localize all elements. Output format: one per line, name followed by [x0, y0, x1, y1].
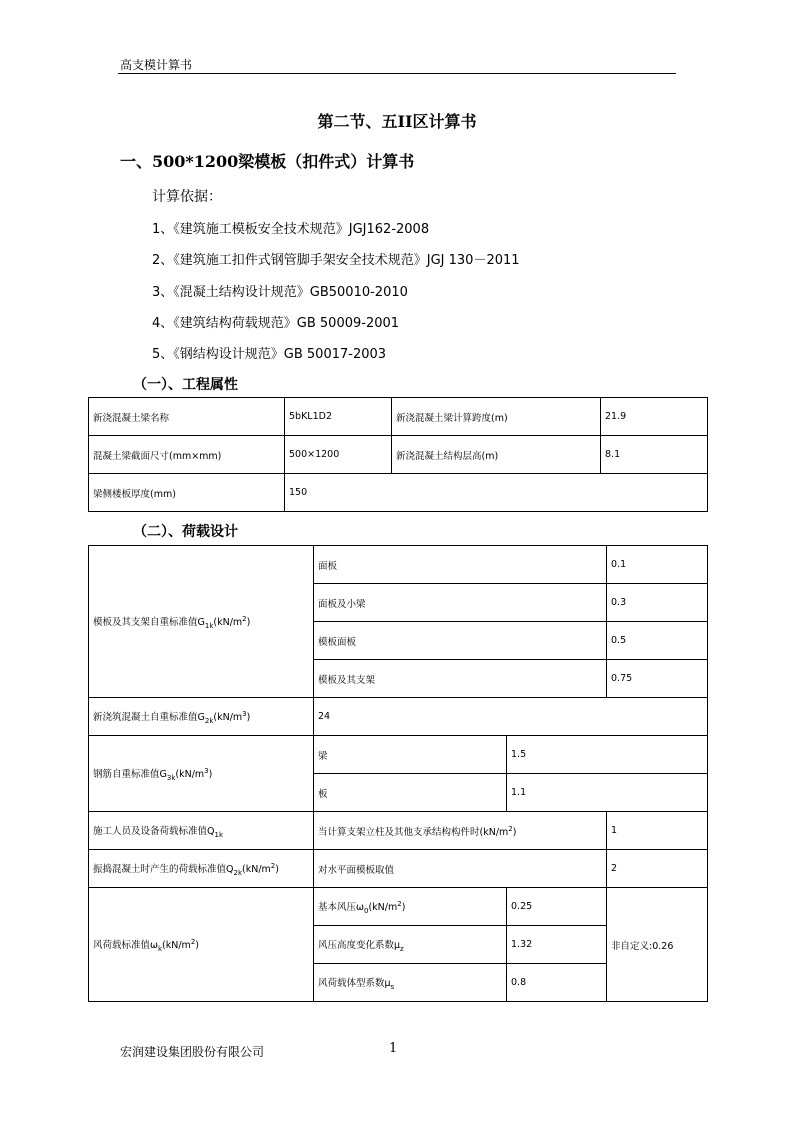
- table-row: [89, 736, 708, 774]
- g1-label-cell: 模板及其支架自重标准值$G_{1k}(kN/m^2)$: [89, 546, 314, 698]
- g2-label-cell: 新浇筑混凝土自重标准值$G_{2k}(kN/m^3)$: [89, 698, 314, 736]
- table-cell: 混凝土梁截面尺寸(mm×mm): [89, 436, 285, 474]
- table-row: [89, 812, 708, 850]
- page-header-title: 高支模计算书: [120, 58, 193, 72]
- table-cell: 1: [607, 812, 708, 850]
- table-row: [89, 546, 708, 584]
- project-attributes-table: [88, 397, 708, 512]
- sub-title: 一、500*1200梁模板（扣件式）计算书: [120, 152, 415, 171]
- basis-item: 4、《建筑结构荷载规范》GB 50009-2001: [152, 316, 400, 331]
- table-cell: 0.5: [607, 622, 708, 660]
- table-cell: 新浇混凝土梁名称: [89, 398, 285, 436]
- table-cell: 1.5: [507, 736, 708, 774]
- page-number: 1: [389, 1041, 398, 1056]
- table-cell: 新浇混凝土结构层高(m): [392, 436, 601, 474]
- basis-item: 1、《建筑施工模板安全技术规范》JGJ162-2008: [152, 222, 430, 237]
- basis-item: 2、《建筑施工扣件式钢管脚手架安全技术规范》JGJ 130－2011: [152, 253, 520, 268]
- table-cell: 0.3: [607, 584, 708, 622]
- table-cell: 5bKL1D2: [285, 398, 392, 436]
- table-cell: 8.1: [601, 436, 708, 474]
- table-cell: 面板: [314, 546, 607, 584]
- table-row: [89, 474, 708, 512]
- section-title: 第二节、五II区计算书: [317, 112, 477, 131]
- table-cell: 500×1200: [285, 436, 392, 474]
- section2-heading: （二）、荷载设计: [133, 524, 238, 540]
- wind-label-cell: 风荷载标准值$\omega_k(kN/m^2)$: [89, 888, 314, 1002]
- table-cell: 新浇混凝土梁计算跨度(m): [392, 398, 601, 436]
- table-cell: 1.1: [507, 774, 708, 812]
- header-rule: [118, 73, 676, 74]
- q1-label-cell: 施工人员及设备荷载标准值$Q_{1k}$: [89, 812, 314, 850]
- table-cell: 0.25: [507, 888, 607, 926]
- table-cell: 0.1: [607, 546, 708, 584]
- table-cell: 150: [285, 474, 708, 512]
- wind-custom-cell: 非自定义:0.26: [607, 888, 708, 1002]
- table-cell: 1.32: [507, 926, 607, 964]
- table-row: [89, 850, 708, 888]
- q1-desc-cell: 当计算支架立柱及其他支承结构构件时$(kN/m^2)$: [314, 812, 607, 850]
- wind-height-label-cell: 风压高度变化系数$\mu_z$: [314, 926, 507, 964]
- basis-item: 3、《混凝土结构设计规范》GB50010-2010: [152, 285, 408, 300]
- table-cell: 模板及其支架: [314, 660, 607, 698]
- table-cell: 2: [607, 850, 708, 888]
- table-cell: 梁: [314, 736, 507, 774]
- footer-company: 宏润建设集团股份有限公司: [120, 1045, 265, 1059]
- table-cell: 0.75: [607, 660, 708, 698]
- section1-heading: （一）、工程属性: [133, 377, 238, 393]
- table-cell: 板: [314, 774, 507, 812]
- table-row: [89, 888, 708, 926]
- basis-item: 5、《钢结构设计规范》GB 50017-2003: [152, 347, 387, 362]
- wind-basic-label-cell: 基本风压$\omega_0(kN/m^2)$: [314, 888, 507, 926]
- table-cell: 面板及小梁: [314, 584, 607, 622]
- table-cell: 24: [314, 698, 708, 736]
- basis-label: 计算依据：: [152, 189, 222, 205]
- table-row: [89, 436, 708, 474]
- table-cell: 梁侧楼板厚度(mm): [89, 474, 285, 512]
- table-row: [89, 398, 708, 436]
- table-cell: 21.9: [601, 398, 708, 436]
- table-row: [89, 698, 708, 736]
- q2-label-cell: 振捣混凝土时产生的荷载标准值$Q_{2k}(kN/m^2)$: [89, 850, 314, 888]
- wind-shape-label-cell: 风荷载体型系数$\mu_s$: [314, 964, 507, 1002]
- load-design-table: [88, 545, 708, 1002]
- table-cell: 对水平面模板取值: [314, 850, 607, 888]
- table-cell: 模板面板: [314, 622, 607, 660]
- g3-label-cell: 钢筋自重标准值$G_{3k}(kN/m^3)$: [89, 736, 314, 812]
- table-cell: 0.8: [507, 964, 607, 1002]
